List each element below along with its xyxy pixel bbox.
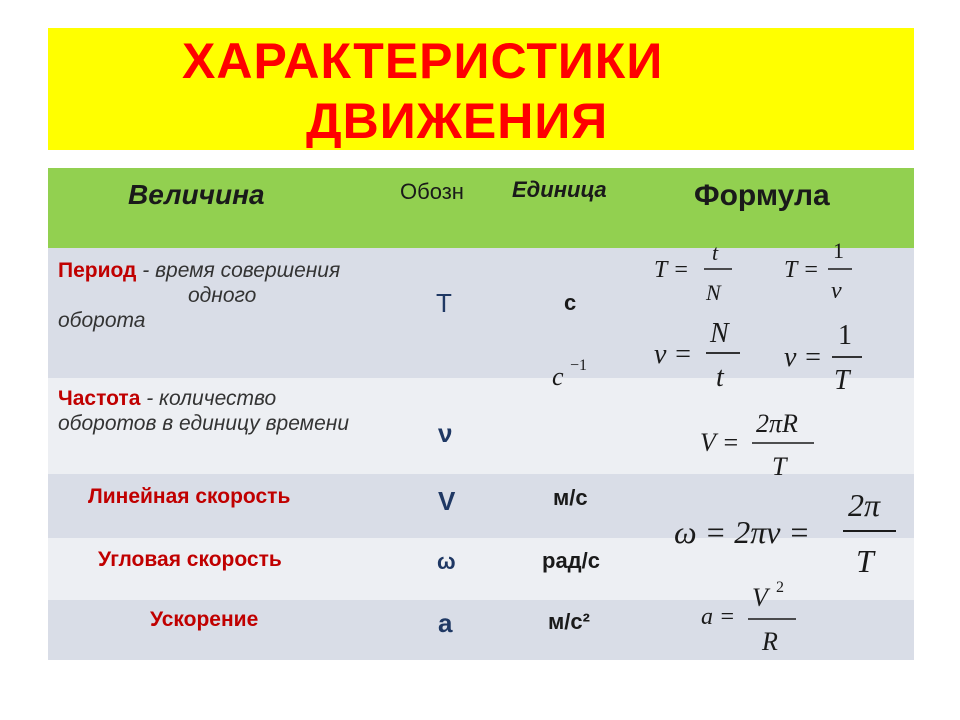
formula-lhs: ω = 2πν = [674,514,811,550]
header-formula: Формула [694,179,830,212]
formula-denominator: N [706,280,721,305]
formula-numerator: 1 [838,320,852,351]
formula-denominator: T [856,543,874,579]
period-desc-b: одного [188,284,257,308]
formula-denominator: T [834,365,850,396]
formula-angular-speed [674,487,896,579]
formula-denominator: T [772,452,787,481]
frequency-symbol: ν [438,418,453,448]
period-term: Период [58,259,137,282]
inverse-unit-exponent: −1 [570,357,588,374]
period-unit: с [564,290,577,315]
formula-linear-speed [700,409,814,481]
angular-speed-name: Угловая скорость [98,548,282,571]
formula-denominator: ν [831,278,842,304]
formula-numerator: 2πR [756,409,798,438]
frequency-term: Частота [58,387,141,410]
period-symbol: T [436,288,452,318]
formula-frequency-n-over-t [654,318,740,393]
header-quantity: Величина [128,179,265,210]
period-desc-c: оборота [58,309,146,333]
inverse-second-unit [552,357,587,391]
formula-lhs: T = [654,257,690,283]
formula-numerator-exponent: 2 [776,579,784,596]
angular-speed-symbol: ω [437,549,456,574]
acceleration-name: Ускорение [150,608,259,631]
title-line-2: ДВИЖЕНИЯ [306,93,609,149]
acceleration-symbol: a [438,608,453,638]
inverse-unit-base: c [552,362,564,391]
header-unit: Единица [512,177,607,202]
formula-lhs: T = [784,257,820,283]
formula-period-one-over-nu [784,238,852,304]
angular-speed-unit: рад/с [542,548,600,573]
title-line-1: ХАРАКТЕРИСТИКИ [182,33,664,89]
formula-lhs: V = [700,428,740,457]
formula-lhs: ν = [654,339,693,370]
formula-numerator: 1 [833,238,844,263]
linear-speed-unit: м/с [553,485,588,510]
linear-speed-name: Линейная скорость [88,485,291,508]
formula-acceleration [701,579,796,656]
frequency-desc: - количество оборотов в единицу времени [58,387,349,436]
formula-denominator: t [716,362,724,393]
formula-lhs: a = [701,604,736,630]
formula-denominator: R [762,627,778,656]
formula-numerator: t [712,240,719,265]
formula-numerator: 2π [848,487,881,523]
formula-numerator: V [752,583,768,612]
formula-period-t-over-n [654,240,732,305]
formula-lhs: ν = [784,342,823,373]
linear-speed-symbol: V [438,486,456,516]
header-symbol: Обозн [400,179,464,204]
formula-frequency-one-over-t [784,320,862,396]
acceleration-unit: м/с² [548,609,590,634]
period-desc-a: - время совершения [136,259,341,282]
formula-numerator: N [710,318,729,349]
